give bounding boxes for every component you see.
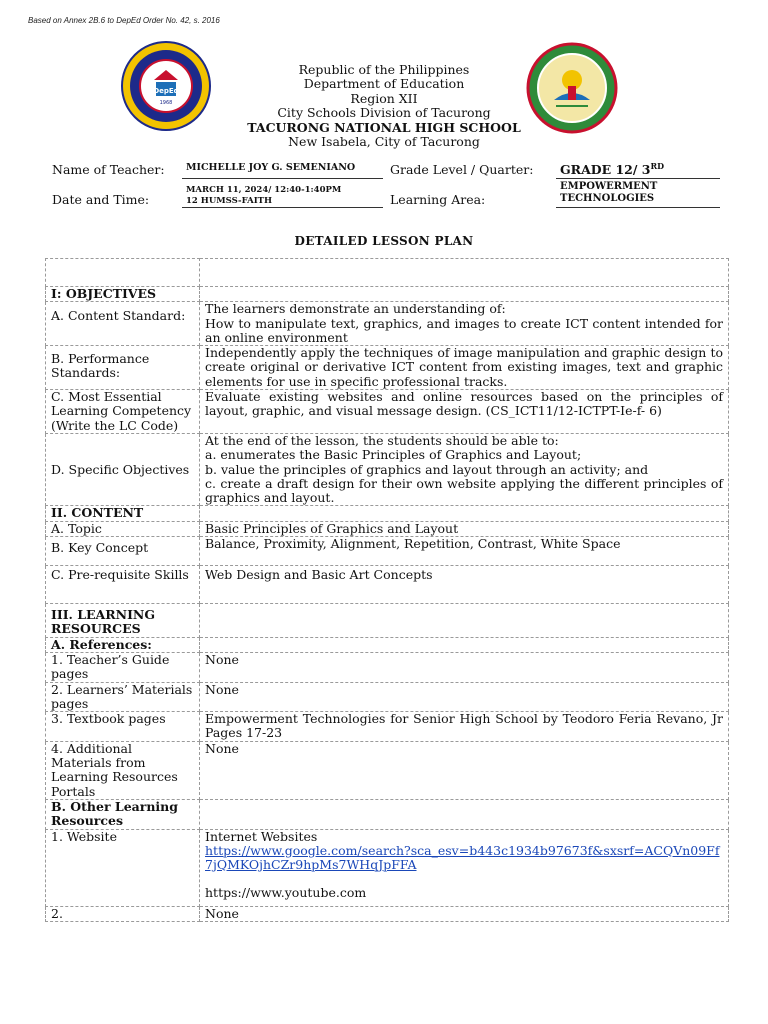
specific-value: At the end of the lesson, the students should be able to: a. enumerates the Basic Principles of Graphics and Layout; b. value the principles of graphics and layout through an activity; and c. create a draft design for their own website applying the different principles of graphics and layout. [200,433,729,505]
svg-text:DepEd: DepEd [153,87,179,95]
table-row [46,506,729,521]
key-concept-label: B. Key Concept [46,537,200,566]
document-header [0,63,768,149]
header-school: TACURONG NATIONAL HIGH SCHOOL [247,119,521,135]
topic-label: A. Topic [46,521,200,536]
objectives-heading: I: OBJECTIVES [46,287,200,302]
table-row [46,712,729,742]
performance-value: Independently apply the techniques of image manipulation and graphic design to create original or derivative ICT content from existing images, text and graphic elements for use in specific professional tracks. [200,346,729,390]
header-division: City Schools Division of Tacurong [277,105,491,121]
table-row [46,604,729,638]
additional-materials-value: None [200,741,729,799]
teacher-value: MICHELLE JOY G. SEMENIANO [186,162,356,173]
table-row [46,259,729,287]
learners-materials-label: 2. Learners’ Materials pages [46,682,200,712]
table-row [46,652,729,682]
lesson-plan-table [45,258,729,922]
grade-value: GRADE 12/ 3RD [560,161,665,178]
annex-note: Based on Annex 2B.6 to DepEd Order No. 42, s. 2016 [28,16,220,25]
grade-underline [556,178,720,179]
area-value: EMPOWERMENT TECHNOLOGIES [560,181,658,204]
area-label: Learning Area: [390,192,486,207]
references-heading: A. References: [46,637,200,652]
additional-materials-label: 4. Additional Materials from Learning Resources Portals [46,741,200,799]
table-row [46,906,729,921]
table-row [46,637,729,652]
table-row [46,390,729,434]
learners-materials-value: None [200,682,729,712]
header-region: Region XII [350,90,418,106]
key-concept-value: Balance, Proximity, Alignment, Repetition, Contrast, White Space [200,537,729,566]
topic-value: Basic Principles of Graphics and Layout [200,521,729,536]
table-row [46,302,729,346]
prereq-value: Web Design and Basic Art Concepts [200,566,729,604]
header-department: Department of Education [303,76,465,92]
table-row [46,433,729,505]
content-standard-value: The learners demonstrate an understanding of: How to manipulate text, graphics, and images to create ICT content intended for an online environment [200,302,729,346]
website-label: 1. Website [46,829,200,906]
teachers-guide-label: 1. Teacher’s Guide pages [46,652,200,682]
melc-label: C. Most Essential Learning Competency (Write the LC Code) [46,390,200,434]
item-2-value: None [200,906,729,921]
other-resources-heading: B. Other Learning Resources [46,799,200,829]
teachers-guide-value: None [200,652,729,682]
textbook-value: Empowerment Technologies for Senior High School by Teodoro Feria Revano, Jr Pages 17-23 [200,712,729,742]
prereq-label: C. Pre-requisite Skills [46,566,200,604]
table-row [46,287,729,302]
resources-heading: III. LEARNING RESOURCES [46,604,200,638]
date-value: MARCH 11, 2024/ 12:40-1:40PM 12 HUMSS-FAITH [186,185,342,206]
table-row [46,566,729,604]
table-row [46,537,729,566]
youtube-link[interactable]: https://www.youtube.com [205,885,367,901]
lesson-plan-title: DETAILED LESSON PLAN [294,234,474,248]
google-search-link[interactable]: https://www.google.com/search?sca_esv=b443c1934b97673f&sxsrf=ACQVn09Ff7jQMKOjhCZr9hpMs7WHqJpFFA [205,842,720,873]
website-value: Internet Websites https://www.google.com/search?sca_esv=b443c1934b97673f&sxsrf=ACQVn09Ff7jQMKOjhCZr9hpMs7WHqJpFFA https://www.youtube.com [200,829,729,906]
svg-text:1968: 1968 [159,100,173,106]
specific-label: D. Specific Objectives [46,433,200,505]
item-2-label: 2. [46,906,200,921]
table-row [46,682,729,712]
header-country: Republic of the Philippines [298,62,470,77]
table-row [46,829,729,906]
content-heading: II. CONTENT [46,506,200,521]
header-address: New Isabela, City of Tacurong [288,134,480,150]
table-row [46,799,729,829]
teacher-label: Name of Teacher: [52,162,165,177]
date-label: Date and Time: [52,192,150,207]
textbook-label: 3. Textbook pages [46,712,200,742]
date-underline [182,207,383,208]
melc-value: Evaluate existing websites and online resources based on the principles of layout, graphic, and visual message design. (CS_ICT11/12-ICTPT-Ie-f- 6) [200,390,729,434]
teacher-underline [182,178,383,179]
table-row [46,346,729,390]
table-row [46,521,729,536]
table-row [46,741,729,799]
content-standard-label: A. Content Standard: [46,302,200,346]
performance-label: B. Performance Standards: [46,346,200,390]
grade-label: Grade Level / Quarter: [390,162,534,177]
area-underline [556,207,720,208]
